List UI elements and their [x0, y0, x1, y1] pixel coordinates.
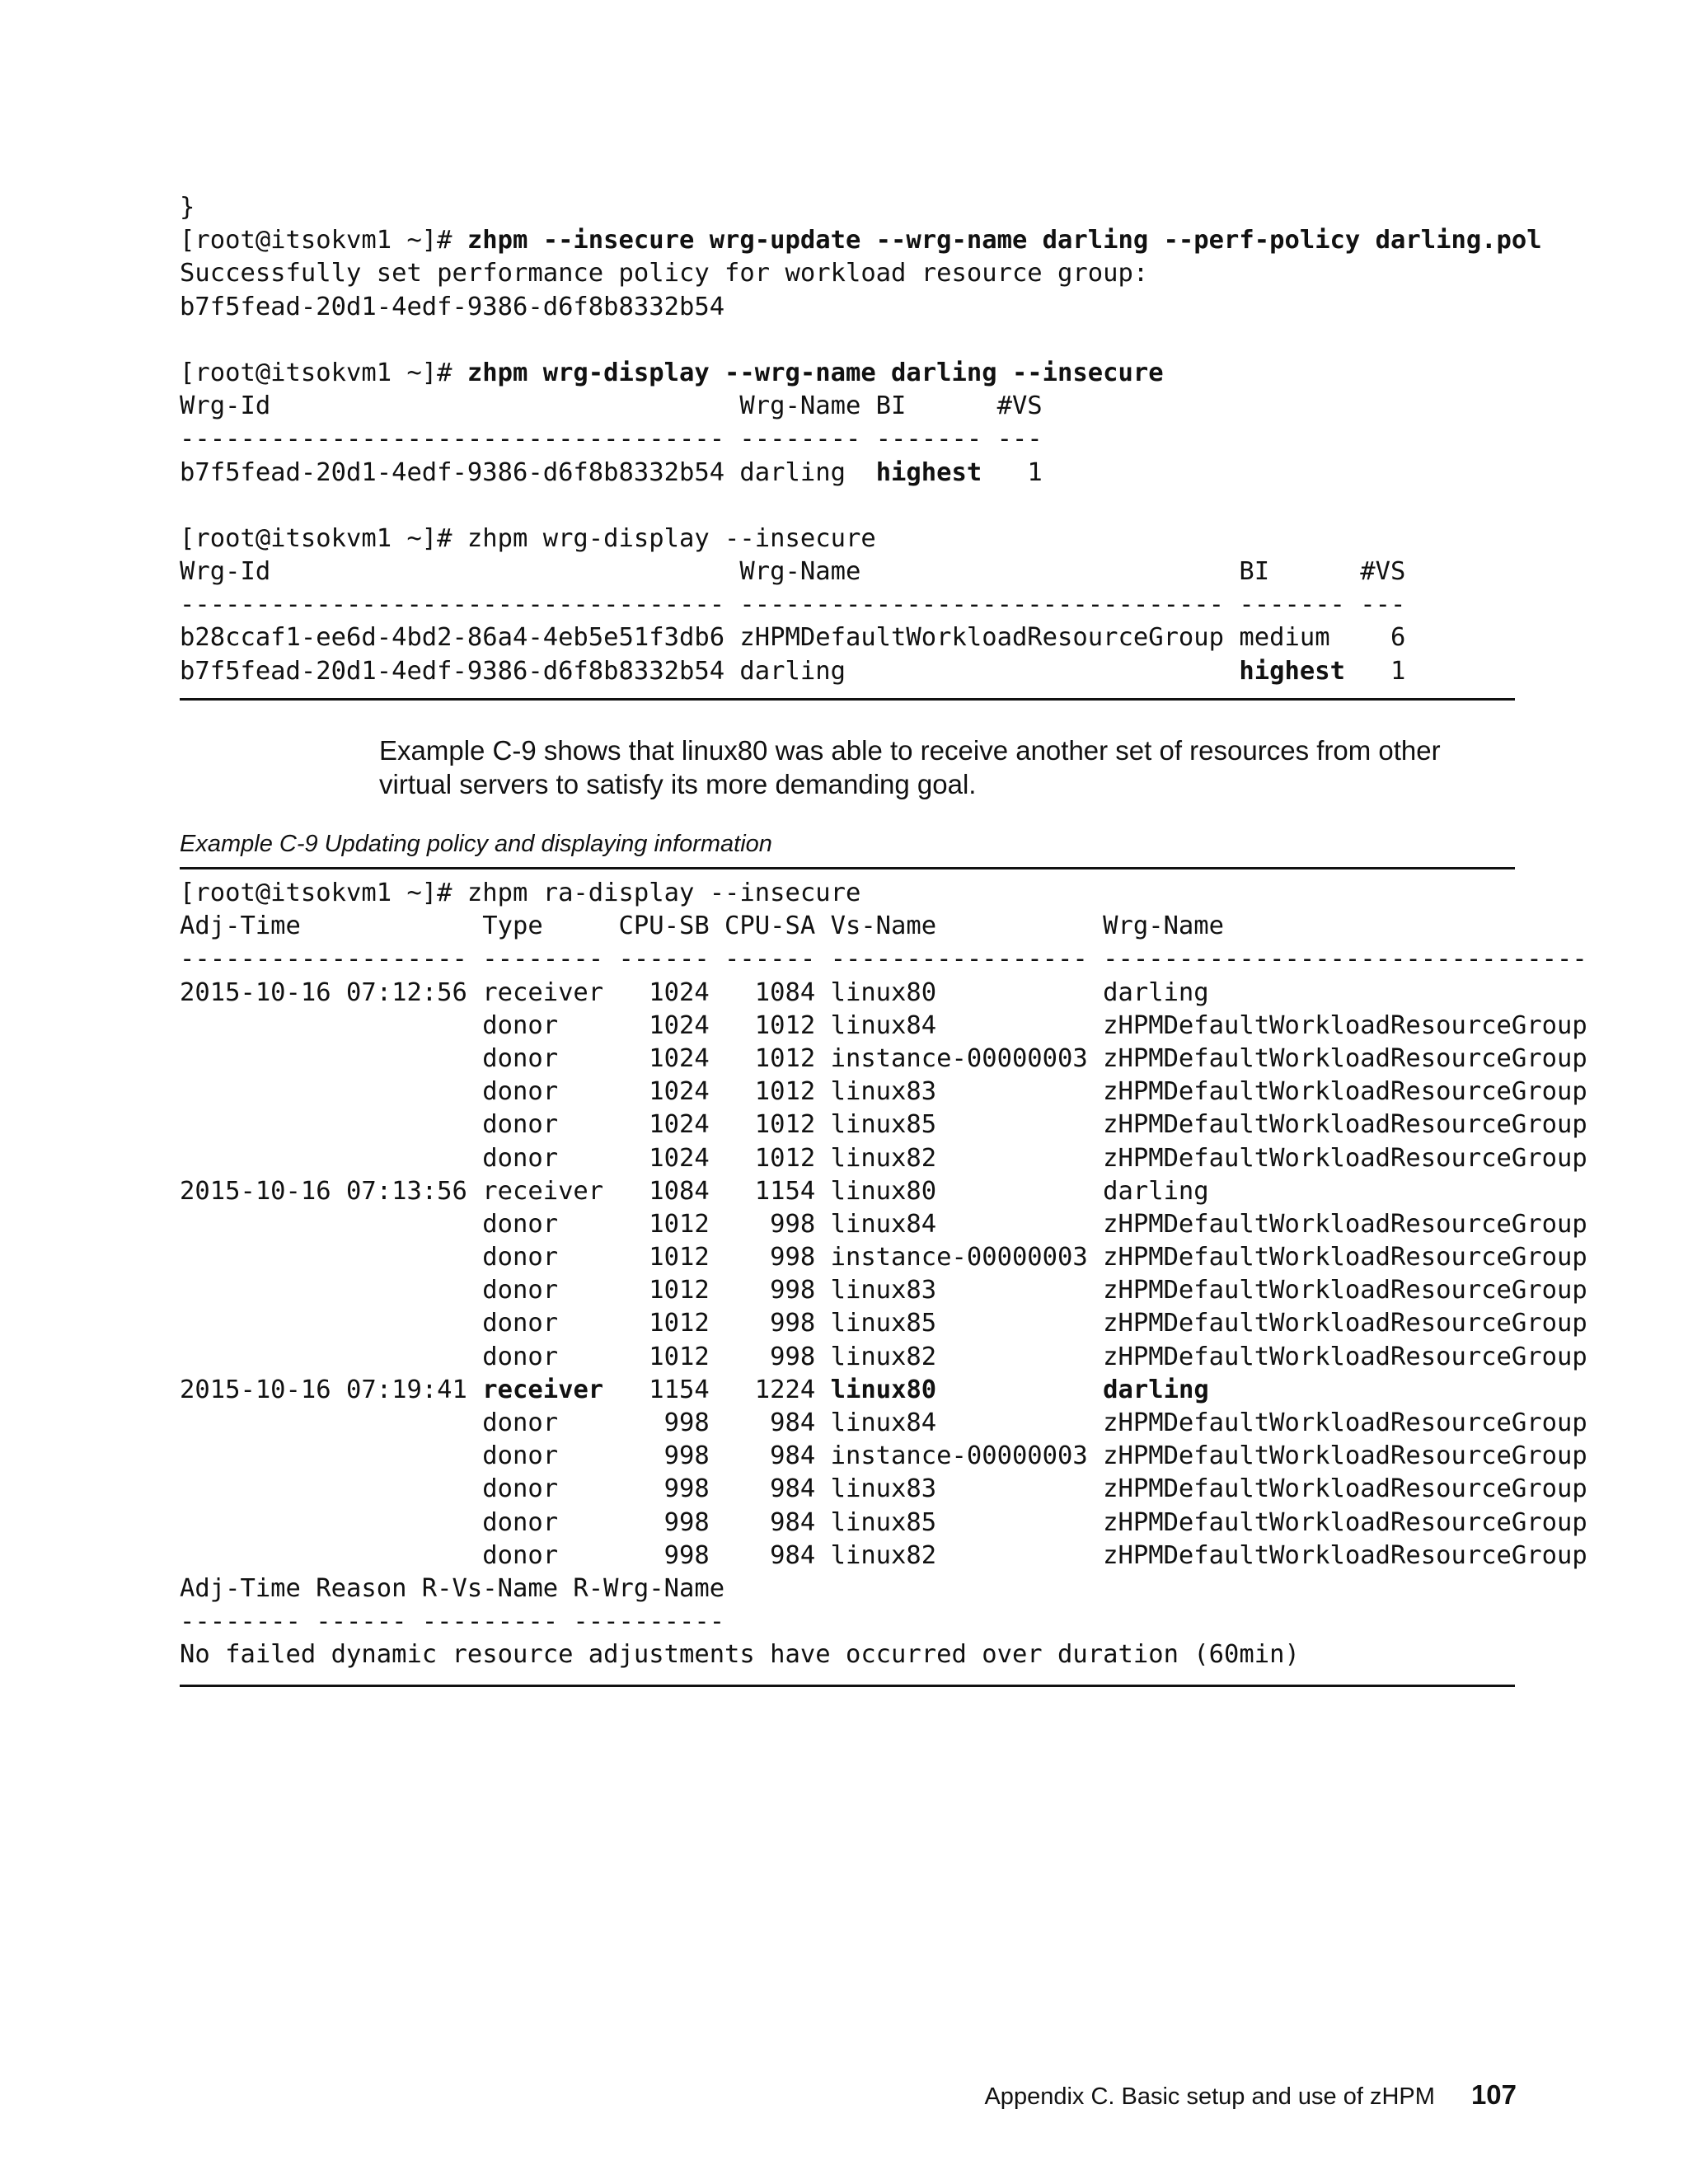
code-line: [180, 423, 1542, 456]
code-segment: [root@itsokvm1 ~]#: [180, 358, 467, 387]
code-segment: -------- ------ --------- ----------: [180, 1607, 725, 1637]
code-segment: ------------------------------------ -------------------------------- ------- ---: [180, 590, 1406, 620]
code-segment: b7f5fead-20d1-4edf-9386-d6f8b8332b54: [180, 292, 725, 321]
code-segment: 2015-10-16 07:19:41: [180, 1375, 483, 1404]
code-segment: donor 1012 998 linux82 zHPMDefaultWorkloadResourceGroup: [180, 1342, 1587, 1371]
page-number: 107: [1470, 2079, 1517, 2110]
code-bold-segment: zhpm --insecure wrg-update --wrg-name darling --perf-policy darling.pol: [467, 226, 1542, 255]
code-segment: ------------------------------------ -------- ------- ---: [180, 424, 1043, 454]
code-segment: Wrg-Id Wrg-Name BI #VS: [180, 391, 1043, 421]
code-segment: donor 1012 998 linux83 zHPMDefaultWorkloadResourceGroup: [180, 1276, 1587, 1305]
code-segment: donor 1012 998 linux85 zHPMDefaultWorkloadResourceGroup: [180, 1309, 1587, 1338]
example-caption: Example C-9 Updating policy and displaying information: [180, 831, 772, 857]
code-segment: donor 1024 1012 linux83 zHPMDefaultWorkloadResourceGroup: [180, 1077, 1587, 1107]
code-segment: [root@itsokvm1 ~]# zhpm ra-display --insecure: [180, 879, 861, 907]
code-line: [180, 1374, 1587, 1407]
code-line: [180, 621, 1542, 654]
code-segment: b7f5fead-20d1-4edf-9386-d6f8b8332b54 darling: [180, 656, 1240, 686]
example-code-listing: [180, 877, 1587, 1672]
code-line: [180, 1638, 1587, 1671]
code-line: [180, 490, 1542, 523]
code-line: [180, 1540, 1587, 1572]
code-segment: donor 1024 1012 linux85 zHPMDefaultWorkloadResourceGroup: [180, 1110, 1587, 1140]
code-segment: 1154 1224: [603, 1375, 831, 1404]
code-line: [180, 555, 1542, 588]
code-line: [180, 910, 1587, 943]
code-line: [180, 357, 1542, 390]
code-segment: donor 1012 998 instance-00000003 zHPMDefaultWorkloadResourceGroup: [180, 1243, 1587, 1272]
code-segment: ------------------- -------- ------ ------ ----------------- --------------------------------: [180, 944, 1587, 974]
code-segment: 2015-10-16 07:12:56 receiver 1024 1084 linux80 darling: [180, 977, 1209, 1007]
code-segment: Successfully set performance policy for workload resource group:: [180, 259, 1149, 288]
code-segment: 1: [1344, 656, 1406, 686]
code-line: [180, 977, 1587, 1010]
code-line: [180, 390, 1542, 423]
code-bold-segment: zhpm wrg-display --wrg-name darling --insecure: [467, 358, 1164, 387]
code-segment: Wrg-Id Wrg-Name BI #VS: [180, 557, 1406, 587]
code-line: [180, 1208, 1587, 1241]
example-top-rule: [180, 867, 1515, 869]
code-line: [180, 224, 1542, 257]
code-segment: [root@itsokvm1 ~]#: [180, 226, 467, 255]
code-bold-segment: receiver: [482, 1375, 604, 1404]
code-segment: donor 1012 998 linux84 zHPMDefaultWorkloadResourceGroup: [180, 1209, 1587, 1239]
code-segment: Adj-Time Type CPU-SB CPU-SA Vs-Name Wrg-Name: [180, 912, 1225, 941]
code-line: [180, 943, 1587, 976]
code-line: [180, 655, 1542, 688]
code-line: [180, 1043, 1587, 1076]
code-line: [180, 1341, 1587, 1374]
code-segment: donor 998 984 linux82 zHPMDefaultWorkloadResourceGroup: [180, 1540, 1587, 1570]
code-line: [180, 523, 1542, 555]
code-segment: donor 998 984 linux84 zHPMDefaultWorkloadResourceGroup: [180, 1408, 1587, 1437]
code-line: [180, 1407, 1587, 1440]
top-listing-bottom-rule: [180, 698, 1515, 701]
code-segment: No failed dynamic resource adjustments have occurred over duration (60min): [180, 1640, 1300, 1670]
code-segment: donor 998 984 linux85 zHPMDefaultWorkloadResourceGroup: [180, 1507, 1587, 1537]
code-line: [180, 1572, 1587, 1605]
code-segment: [936, 1376, 1103, 1404]
example-bottom-rule: [180, 1685, 1515, 1687]
code-line: [180, 1473, 1587, 1506]
code-segment: donor 998 984 instance-00000003 zHPMDefaultWorkloadResourceGroup: [180, 1441, 1587, 1471]
code-line: [180, 1440, 1587, 1473]
body-paragraph: Example C-9 shows that linux80 was able to receive another set of resources from other virtual servers to satisfy its more demanding goal.: [379, 735, 1441, 799]
code-segment: donor 998 984 linux83 zHPMDefaultWorkloadResourceGroup: [180, 1474, 1587, 1504]
code-segment: donor 1024 1012 linux84 zHPMDefaultWorkloadResourceGroup: [180, 1010, 1587, 1040]
code-line: [180, 324, 1542, 357]
code-line: [180, 1010, 1587, 1043]
code-bold-segment: linux80: [830, 1375, 937, 1404]
code-line: [180, 191, 1542, 224]
page-footer: [984, 2080, 1517, 2111]
top-code-listing: [180, 191, 1542, 688]
code-line: [180, 257, 1542, 290]
code-bold-segment: highest: [875, 457, 982, 487]
code-segment: b28ccaf1-ee6d-4bd2-86a4-4eb5e51f3db6 zHPMDefaultWorkloadResourceGroup medium 6: [180, 623, 1406, 653]
code-line: [180, 1307, 1587, 1340]
code-segment: }: [180, 193, 195, 222]
code-line: [180, 1507, 1587, 1540]
code-line: [180, 1076, 1587, 1108]
code-segment: donor 1024 1012 instance-00000003 zHPMDefaultWorkloadResourceGroup: [180, 1043, 1587, 1073]
footer-text: Appendix C. Basic setup and use of zHPM: [984, 2083, 1435, 2110]
code-segment: donor 1024 1012 linux82 zHPMDefaultWorkloadResourceGroup: [180, 1143, 1587, 1173]
code-segment: 1: [982, 457, 1043, 487]
code-line: [180, 1142, 1587, 1175]
code-segment: Adj-Time Reason R-Vs-Name R-Wrg-Name: [180, 1573, 725, 1603]
code-line: [180, 1274, 1587, 1307]
code-line: [180, 457, 1542, 490]
code-line: [180, 291, 1542, 324]
code-bold-segment: highest: [1239, 656, 1345, 686]
code-line: [180, 1605, 1587, 1638]
code-line: [180, 588, 1542, 621]
code-line: [180, 1108, 1587, 1141]
code-bold-segment: darling: [1103, 1375, 1209, 1404]
code-line: [180, 877, 1587, 910]
code-segment: b7f5fead-20d1-4edf-9386-d6f8b8332b54 darling: [180, 457, 876, 487]
code-line: [180, 1175, 1587, 1208]
code-segment: 2015-10-16 07:13:56 receiver 1084 1154 linux80 darling: [180, 1176, 1209, 1206]
code-line: [180, 1241, 1587, 1274]
code-segment: [root@itsokvm1 ~]# zhpm wrg-display --insecure: [180, 523, 876, 553]
